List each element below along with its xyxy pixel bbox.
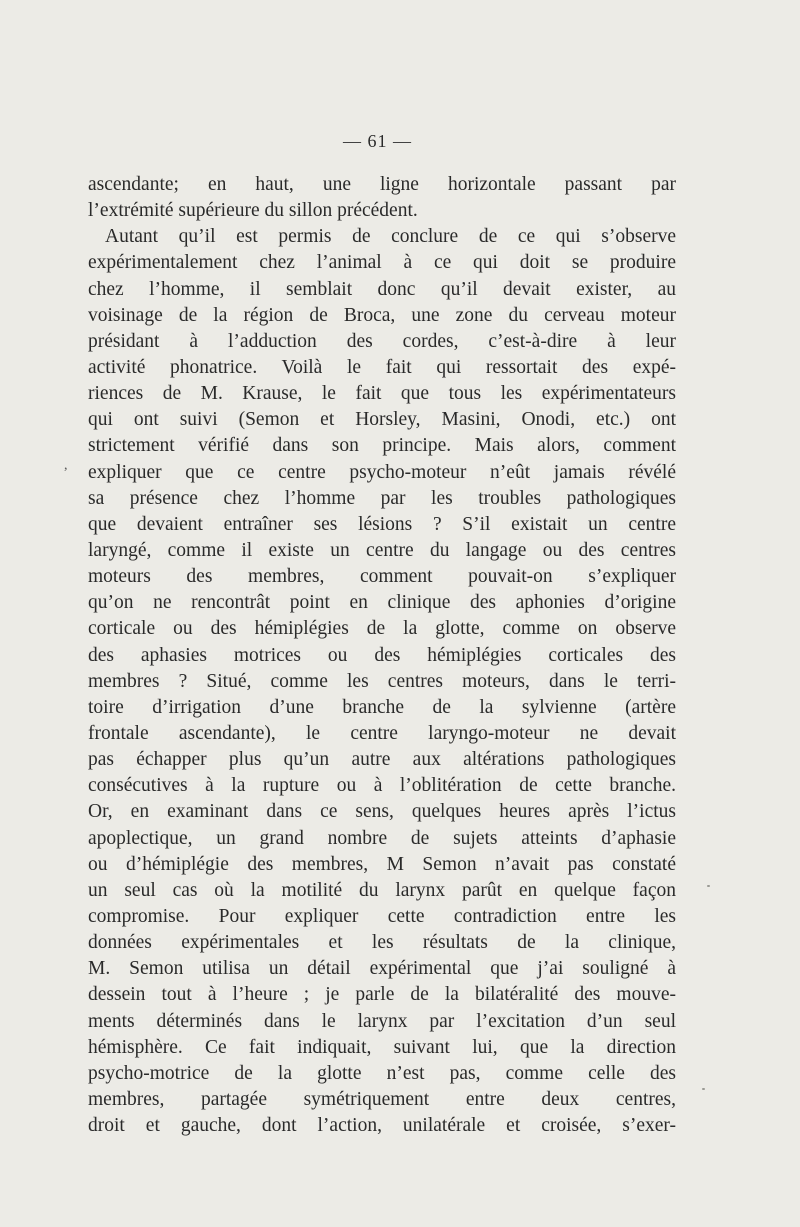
- text-line: expérimentalement chez l’animal à ce qui doit se produire: [88, 252, 676, 274]
- text-line: l’extrémité supérieure du sillon précédent.: [88, 200, 418, 222]
- text-line: consécutives à la rupture ou à l’oblitération de cette branche.: [88, 775, 676, 797]
- margin-mark: ,: [64, 458, 68, 473]
- text-line: M. Semon utilisa un détail expérimental que j’ai souligné à: [88, 958, 676, 980]
- text-line: pas échapper plus qu’un autre aux altérations pathologiques: [88, 749, 676, 771]
- text-line: strictement vérifié dans son principe. Mais alors, comment: [88, 435, 676, 457]
- text-line: expliquer que ce centre psycho-moteur n’eût jamais révélé: [88, 461, 676, 483]
- text-line: des aphasies motrices ou des hémiplégies corticales des: [88, 644, 676, 666]
- text-line: qui ont suivi (Semon et Horsley, Masini, Onodi, etc.) ont: [88, 409, 676, 431]
- text-line: hémisphère. Ce fait indiquait, suivant lui, que la direction: [88, 1036, 676, 1058]
- text-line: sa présence chez l’homme par les troubles pathologiques: [88, 487, 676, 509]
- body-text: [88, 172, 676, 1139]
- text-line: ou d’hémiplégie des membres, M Semon n’avait pas constaté: [88, 853, 676, 875]
- text-line: activité phonatrice. Voilà le fait qui ressortait des expé-: [88, 356, 676, 378]
- text-line: laryngé, comme il existe un centre du langage ou des centres: [88, 539, 676, 561]
- page-number: — 61 —: [343, 131, 412, 151]
- text-line: présidant à l’adduction des cordes, c’est-à-dire à leur: [88, 330, 676, 352]
- text-line: droit et gauche, dont l’action, unilatérale et croisée, s’exer-: [88, 1115, 676, 1137]
- text-line: que devaient entraîner ses lésions ? S’il existait un centre: [88, 513, 676, 535]
- text-line: dessein tout à l’heure ; je parle de la bilatéralité des mouve-: [88, 984, 676, 1006]
- text-line: membres ? Situé, comme les centres moteurs, dans le terri-: [88, 670, 676, 692]
- text-line: Autant qu’il est permis de conclure de ce qui s’observe: [105, 226, 676, 248]
- text-line: apoplectique, un grand nombre de sujets atteints d’aphasie: [88, 827, 676, 849]
- text-line: compromise. Pour expliquer cette contradiction entre les: [88, 905, 676, 927]
- text-line: membres, partagée symétriquement entre deux centres,: [88, 1088, 676, 1110]
- text-line: un seul cas où la motilité du larynx parût en quelque façon: [88, 879, 676, 901]
- text-line: ments déterminés dans le larynx par l’excitation d’un seul: [88, 1010, 676, 1032]
- text-line: qu’on ne rencontrât point en clinique des aphonies d’origine: [88, 592, 676, 614]
- text-line: ascendante; en haut, une ligne horizontale passant par: [88, 174, 676, 195]
- text-line: toire d’irrigation d’une branche de la sylvienne (artère: [88, 696, 676, 718]
- paper-speck: [707, 885, 710, 887]
- text-line: corticale ou des hémiplégies de la glotte, comme on observe: [88, 618, 676, 640]
- text-line: Or, en examinant dans ce sens, quelques heures après l’ictus: [88, 801, 676, 823]
- text-line: frontale ascendante), le centre laryngo-moteur ne devait: [88, 722, 676, 744]
- text-line: psycho-motrice de la glotte n’est pas, comme celle des: [88, 1062, 676, 1084]
- text-line: moteurs des membres, comment pouvait-on s’expliquer: [88, 566, 676, 588]
- text-line: riences de M. Krause, le fait que tous les expérimentateurs: [88, 383, 676, 405]
- text-line: chez l’homme, il semblait donc qu’il devait exister, au: [88, 278, 676, 300]
- text-line: voisinage de la région de Broca, une zone du cerveau moteur: [88, 304, 676, 326]
- paper-speck: [702, 1088, 705, 1090]
- text-line: données expérimentales et les résultats de la clinique,: [88, 932, 676, 954]
